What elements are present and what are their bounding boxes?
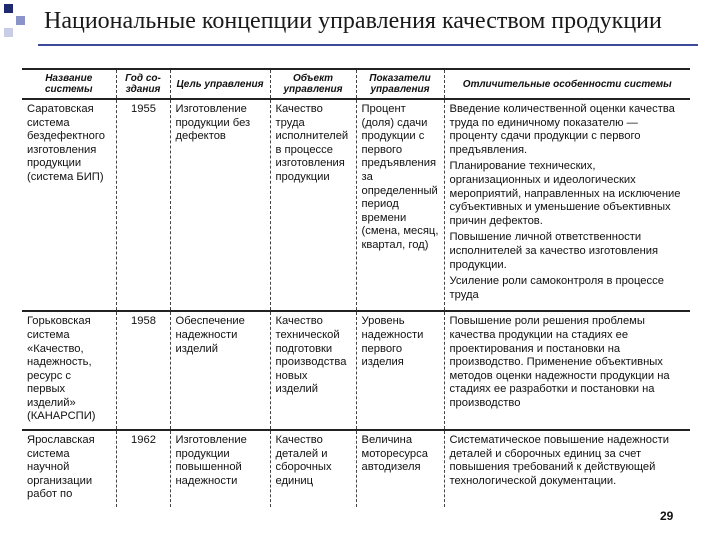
cell-object: Качество деталей и сборочных единиц: [270, 430, 356, 507]
cell-features: [444, 311, 690, 430]
cell-goal: Изготовление продукции без дефектов: [170, 99, 270, 311]
header-features: Отличительные особенности системы: [444, 69, 690, 99]
feature-item: Повышение личной ответственности исполнителей за качество изготовления продукции.: [449, 231, 659, 271]
cell-year: 1958: [116, 311, 170, 430]
header-name: Название системы: [22, 69, 116, 99]
corner-square-icon: [4, 4, 13, 13]
cell-year: 1955: [116, 99, 170, 311]
header-object: Объект управления: [270, 69, 356, 99]
slide-title: Национальные концепции управления качеством продукции: [44, 8, 662, 34]
header-goal: Цель управления: [170, 69, 270, 99]
table-header-row: [22, 69, 690, 99]
cell-indicators: Величина моторесурса автодизеля: [356, 430, 444, 507]
corner-decoration: [0, 0, 40, 40]
cell-indicators: Уровень надежности первого изделия: [356, 311, 444, 430]
feature-item: Усиление роли самоконтроля в процессе труда: [449, 275, 664, 301]
table-row: [22, 430, 690, 507]
header-year: Год со- здания: [116, 69, 170, 99]
cell-features: [444, 430, 690, 507]
cell-goal: Изготовление продукции повышенной надежности: [170, 430, 270, 507]
cell-name: Горьковская система «Качество, надежность, ресурс с первых изделий» (КАНАРСПИ): [22, 311, 116, 430]
cell-indicators: Процент (доля) сдачи продукции с первого предъявления за определенный период времени (смена, месяц, квартал, год): [356, 99, 444, 311]
feature-item: Повышение роли решения проблемы качества продукции на стадиях ее проектирования и постановки на производство. Применение объективных методов оценки надежности продукции на стадиях ее разработки и постановки на производство: [449, 315, 670, 409]
table-row: [22, 99, 690, 311]
feature-item: Систематическое повышение надежности деталей и сборочных единиц за счет повышения требований к действующей технологической документации.: [449, 434, 669, 487]
cell-object: Качество технической подготовки производства новых изделий: [270, 311, 356, 430]
cell-object: Качество труда исполнителей в процессе изготовления продукции: [270, 99, 356, 311]
page-number: 29: [660, 509, 674, 523]
corner-square-icon: [4, 28, 13, 37]
feature-item: Планирование технических, организационных и идеологических мероприятий, направленных на исключение субъективных и уменьшение объективных причин дефектов.: [449, 160, 681, 227]
cell-features: [444, 99, 690, 311]
concepts-table: [22, 68, 690, 507]
title-underline: [38, 44, 698, 46]
header-indicators: Показатели управления: [356, 69, 444, 99]
cell-goal: Обеспечение надежности изделий: [170, 311, 270, 430]
cell-name: Ярославская система научной организации работ по: [27, 434, 95, 501]
concepts-table-wrapper: [22, 68, 690, 501]
cell-year: 1962: [116, 430, 170, 507]
feature-item: Введение количественной оценки качества труда по единичному показателю — проценту сдачи продукции с первого предъявления.: [449, 103, 675, 156]
corner-square-icon: [16, 16, 25, 25]
cell-name: Саратовская система бездефектного изготовления продукции (система БИП): [22, 99, 116, 311]
table-row: [22, 311, 690, 430]
